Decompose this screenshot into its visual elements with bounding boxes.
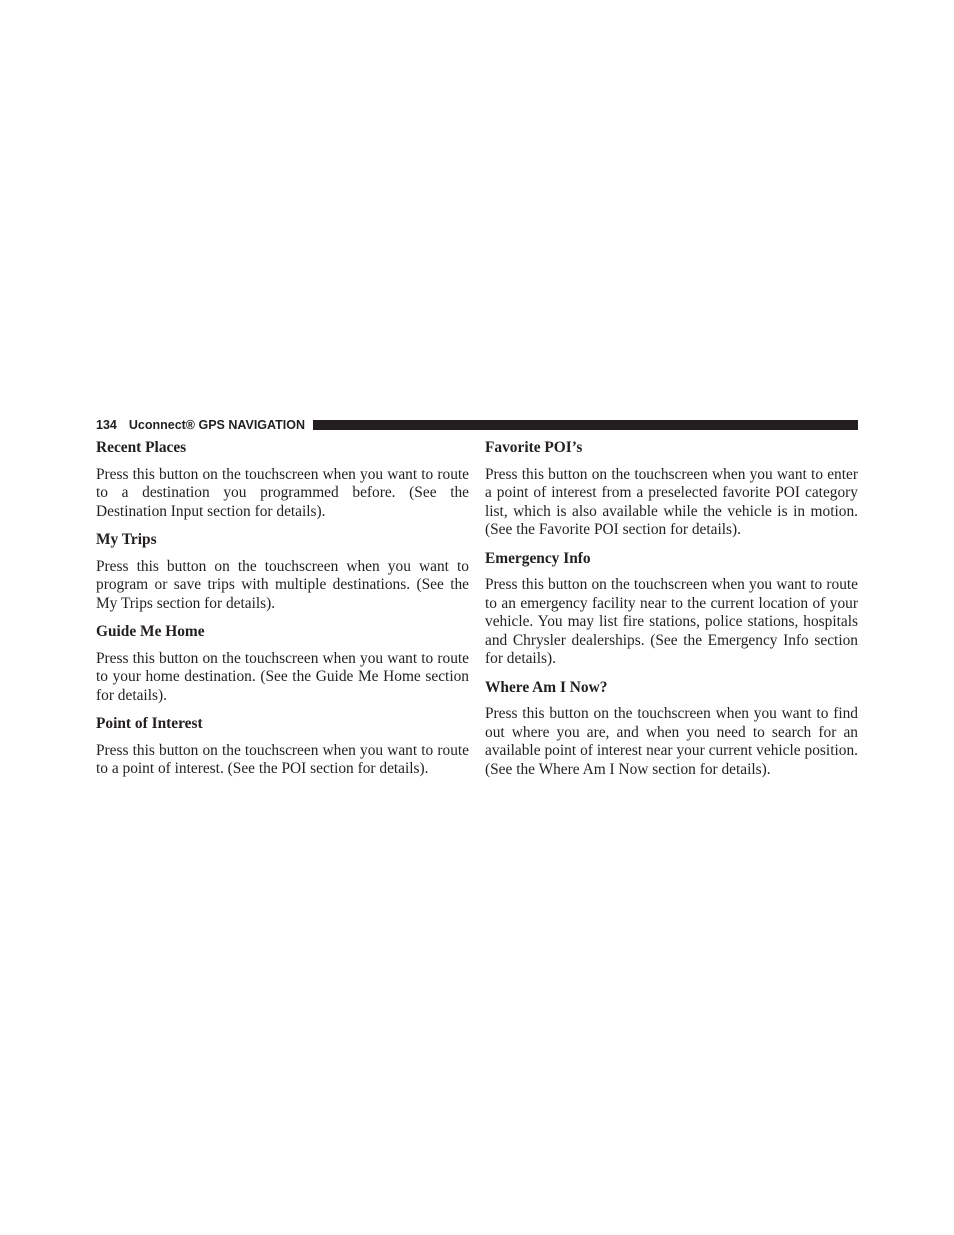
section-emergency-info xyxy=(485,548,858,669)
section-favorite-pois xyxy=(485,437,858,540)
header-rule xyxy=(313,420,858,430)
section-heading: Where Am I Now? xyxy=(485,678,608,696)
section-body: Press this button on the touchscreen when you want to route to your home destination. (See the Guide Me Home section for details). xyxy=(96,649,469,704)
section-recent-places xyxy=(96,437,469,521)
section-body: Press this button on the touchscreen when you want to route to a point of interest. (See the POI section for details). xyxy=(96,741,469,777)
right-column xyxy=(485,437,858,787)
section-body: Press this button on the touchscreen when you want to enter a point of interest from a preselected favorite POI category list, which is also available while the vehicle is in motion. (See the Favorite POI section for details). xyxy=(485,465,858,538)
section-where-am-i-now xyxy=(485,677,858,780)
section-heading: Recent Places xyxy=(96,439,187,456)
page-header xyxy=(96,417,858,433)
section-body: Press this button on the touchscreen when you want to find out where you are, and when you need to search for an available point of interest near your current vehicle position. (See the Where Am I Now section for details). xyxy=(485,705,858,778)
section-heading: My Trips xyxy=(96,531,157,548)
section-heading: Emergency Info xyxy=(485,549,591,567)
section-body: Press this button on the touchscreen when you want to route to a destination you programmed before. (See the Destination Input section for details). xyxy=(96,465,469,520)
page-number: 134 xyxy=(96,418,117,432)
section-point-of-interest xyxy=(96,713,469,779)
section-heading: Guide Me Home xyxy=(96,623,205,640)
chapter-title: Uconnect® GPS NAVIGATION xyxy=(128,418,305,432)
section-heading: Favorite POI’s xyxy=(485,439,583,456)
section-guide-me-home xyxy=(96,621,469,705)
section-body: Press this button on the touchscreen when you want to program or save trips with multiple destinations. (See the My Trips section for details). xyxy=(96,557,469,612)
section-heading: Point of Interest xyxy=(96,715,203,732)
section-my-trips xyxy=(96,529,469,613)
section-body: Press this button on the touchscreen when you want to route to an emergency facility near to the current location of your vehicle. You may list fire stations, police stations, hospitals and Chrysler dealerships. (See the Emergency Info section for details). xyxy=(485,576,858,667)
left-column xyxy=(96,437,469,787)
